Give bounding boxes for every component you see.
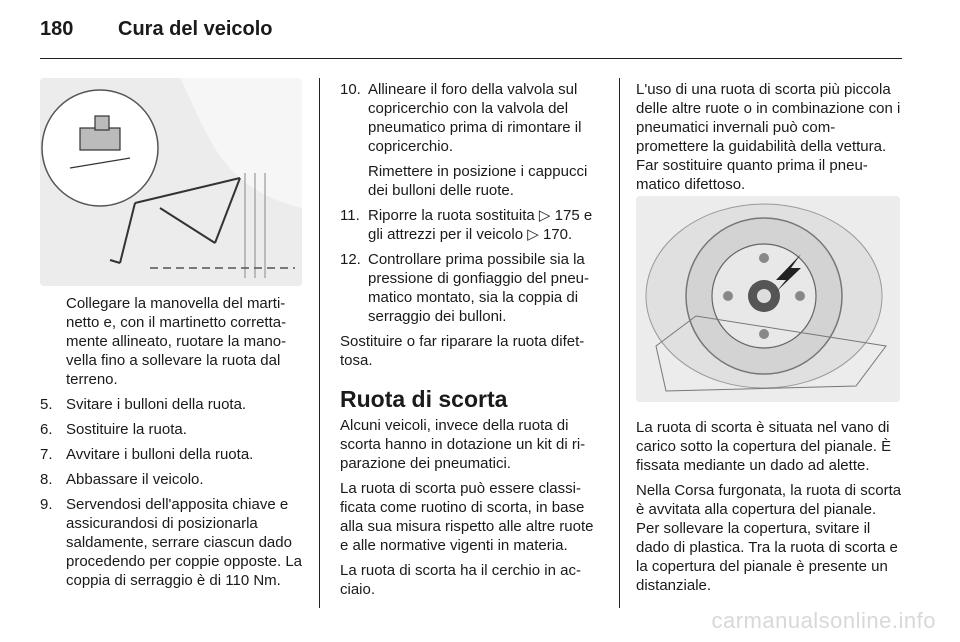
page-number: 180	[40, 18, 74, 40]
column-3-lower	[636, 418, 902, 601]
paragraph: La ruota di scorta può essere classificata come ruotino di scorta, in base alla sua misura rispetto alle altre ruote e alle normative vigenti in materia.	[340, 480, 594, 554]
paragraph: Sostituire o far riparare la ruota difettosa.	[340, 333, 585, 369]
section-heading: Ruota di scorta	[340, 386, 508, 412]
column-divider	[619, 78, 620, 608]
page-reference-icon: ▷	[538, 206, 551, 224]
paragraph: Nella Corsa furgonata, la ruota di scorta è avvitata alla copertura del pianale. Per sollevare la copertura, svitare il dado di plastica. Tra la ruota di scorta e la copertura del pianale è presente un distanziale.	[636, 482, 902, 594]
spare-wheel-illustration	[636, 196, 900, 402]
list-item: 5. Svitare i bulloni della ruota.	[40, 396, 247, 413]
list-item: 11. Riporre la ruota sostituita ▷ 175 e gli attrezzi per il veicolo ▷ 170.	[340, 206, 593, 243]
page-title: Cura del veicolo	[118, 18, 273, 40]
paragraph: L'uso di una ruota di scorta più piccola delle altre ruote o in combinazione con i pneumatici invernali può compromettere la guidabilità della vettura. Far sostituire quanto prima il pneumatico difettoso.	[636, 81, 901, 193]
column-3	[636, 80, 902, 200]
header-rule	[40, 58, 902, 59]
list-item: 6. Sostituire la ruota.	[40, 421, 187, 438]
paragraph: Collegare la manovella del martinetto e, con il martinetto correttamente allineato, ruotare la manovella fino a sollevare la ruota dal terreno.	[66, 295, 287, 388]
paragraph: La ruota di scorta è situata nel vano di carico sotto la copertura del pianale. È fissata mediante un dado ad alette.	[636, 419, 892, 474]
list-item: 9. Servendosi dell'apposita chiave e assicurandosi di posizionarla saldamente, serrare ciascun dado procedendo per coppie opposte. La coppia di serraggio è di 110 Nm.	[40, 496, 303, 589]
page-reference[interactable]: 175	[554, 207, 580, 224]
column-divider	[319, 78, 320, 608]
list-item: 7. Avvitare i bulloni della ruota.	[40, 446, 254, 463]
column-2	[340, 80, 602, 605]
paragraph: La ruota di scorta ha il cerchio in acciaio.	[340, 562, 581, 598]
watermark: carmanualsonline.info	[711, 608, 936, 633]
paragraph: Alcuni veicoli, invece della ruota di scorta hanno in dotazione un kit di riparazione dei pneumatici.	[340, 417, 586, 472]
list-item: 10. Allineare il foro della valvola sul copricerchio con la valvola del pneumatico prima di rimontare il copricerchio. Rimettere in posizione i cappucci dei bulloni delle ruote.	[340, 81, 588, 199]
page-reference-icon: ▷	[527, 225, 539, 243]
column-1	[40, 294, 302, 596]
page-reference[interactable]: 170.	[542, 226, 573, 243]
spare-wheel-drawing	[636, 196, 900, 402]
list-item: 12. Controllare prima possibile sia la pressione di gonfiaggio del pneumatico montato, sia la coppia di serraggio dei bulloni.	[340, 251, 589, 325]
jack-illustration	[40, 78, 302, 286]
list-item: 8. Abbassare il veicolo.	[40, 471, 204, 488]
jack-drawing	[40, 78, 302, 286]
